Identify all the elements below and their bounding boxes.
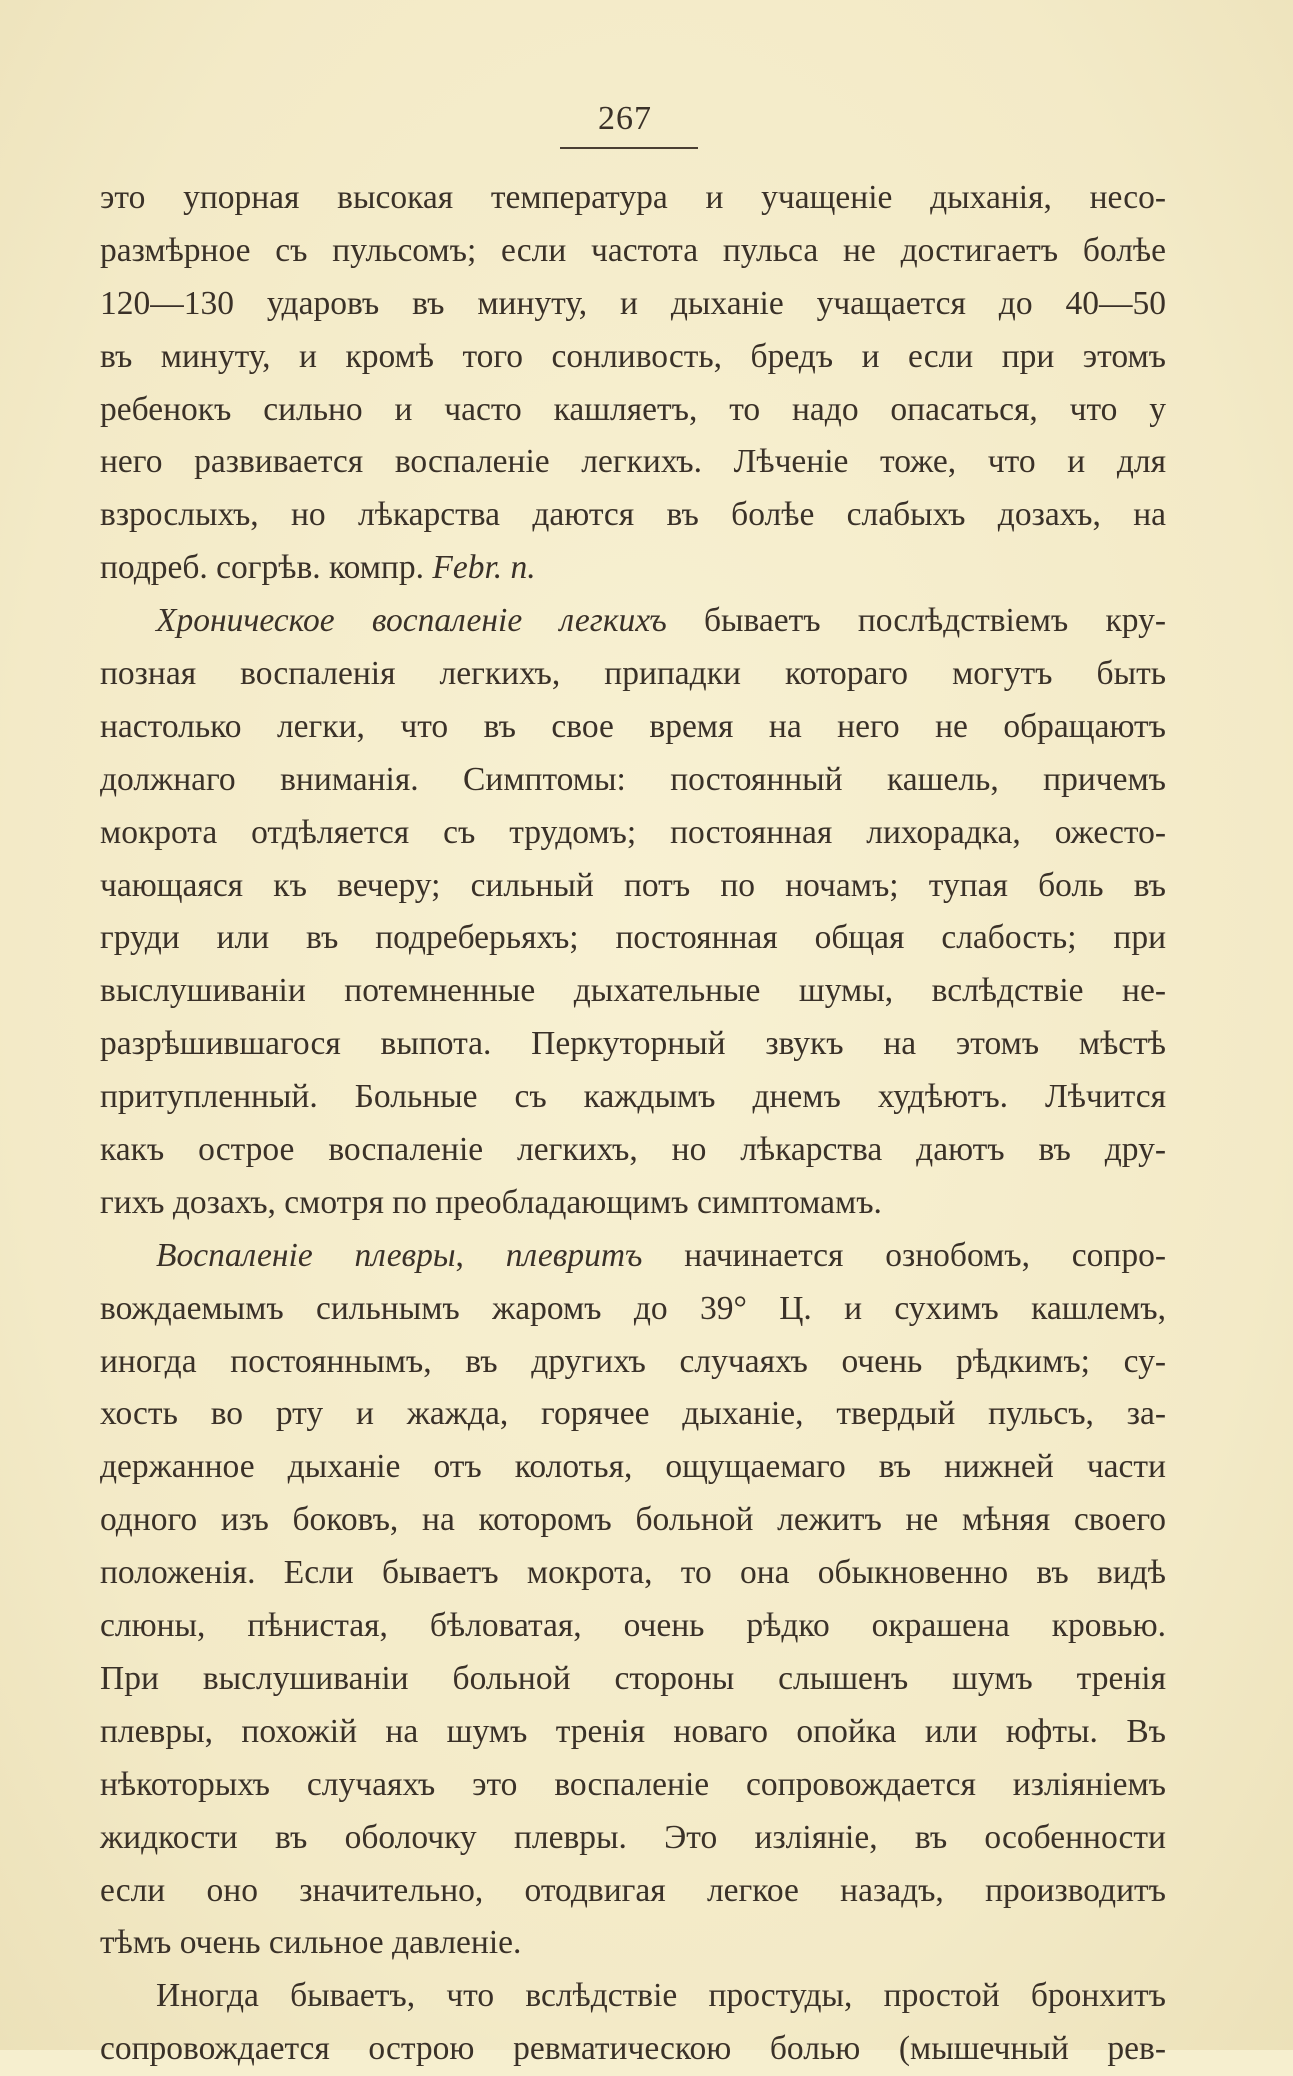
text-line bbox=[100, 1812, 1166, 1865]
text-line bbox=[100, 172, 1166, 225]
text-segment: настолько легки, что въ свое время на него не обращаютъ bbox=[100, 707, 1166, 745]
text-segment: Иногда бываетъ, что вслѣдствіе простуды, простой бронхитъ bbox=[156, 1977, 1166, 2015]
text-line bbox=[100, 1759, 1166, 1812]
text-line bbox=[100, 1230, 1166, 1283]
text-segment: иногда постояннымъ, въ другихъ случаяхъ очень рѣдкимъ; су- bbox=[100, 1342, 1166, 1380]
text-line bbox=[100, 1018, 1166, 1071]
text-line bbox=[100, 701, 1166, 754]
text-line bbox=[100, 807, 1166, 860]
text-line bbox=[100, 648, 1166, 701]
text-line bbox=[100, 754, 1166, 807]
text-segment: груди или въ подреберьяхъ; постоянная общая слабость; при bbox=[100, 919, 1166, 957]
text-line bbox=[100, 1600, 1166, 1653]
text-segment: притупленный. Больные съ каждымъ днемъ худѣютъ. Лѣчится bbox=[100, 1078, 1166, 1116]
text-line bbox=[100, 595, 1166, 648]
text-line bbox=[100, 912, 1166, 965]
text-line bbox=[100, 542, 1166, 595]
text-segment: слюны, пѣнистая, бѣловатая, очень рѣдко окрашена кровью. bbox=[100, 1607, 1166, 1645]
text-segment: выслушиваніи потемненные дыхательные шумы, вслѣдствіе не- bbox=[100, 972, 1166, 1010]
text-segment: жидкости въ оболочку плевры. Это изліяніе, въ особенности bbox=[100, 1818, 1166, 1856]
text-segment: сопровождается острою ревматическою болью (мышечный рев- bbox=[100, 2030, 1166, 2068]
text-line bbox=[100, 1653, 1166, 1706]
text-line bbox=[100, 225, 1166, 278]
text-line bbox=[100, 1706, 1166, 1759]
text-line bbox=[100, 965, 1166, 1018]
text-segment: нѣкоторыхъ случаяхъ это воспаленіе сопровождается изліяніемъ bbox=[100, 1765, 1166, 1803]
text-line bbox=[100, 1970, 1166, 2023]
italic-text: Febr. n. bbox=[432, 549, 536, 587]
text-segment: хость во рту и жажда, горячее дыханіе, твердый пульсъ, за- bbox=[100, 1395, 1166, 1433]
text-line bbox=[100, 1388, 1166, 1441]
text-segment: это упорная высокая температура и учащеніе дыханія, несо- bbox=[100, 179, 1166, 216]
text-line bbox=[100, 1283, 1166, 1336]
text-line bbox=[100, 1547, 1166, 1600]
text-segment: держанное дыханіе отъ колотья, ощущаемаго въ нижней части bbox=[100, 1448, 1166, 1486]
text-line bbox=[100, 1071, 1166, 1124]
text-segment: въ минуту, и кромѣ того сонливость, бредъ и если при этомъ bbox=[100, 337, 1166, 375]
body-text bbox=[100, 172, 1166, 2076]
text-segment: размѣрное съ пульсомъ; если частота пульса не достигаетъ болѣе bbox=[100, 231, 1166, 269]
text-segment: чающаяся къ вечеру; сильный потъ по ночамъ; тупая боль въ bbox=[100, 866, 1166, 904]
text-line bbox=[100, 489, 1166, 542]
text-segment: При выслушиваніи больной стороны слышенъ шумъ тренія bbox=[100, 1659, 1166, 1697]
italic-text: Хроническое воспаленіе легкихъ bbox=[156, 602, 667, 640]
text-segment: плевры, похожій на шумъ тренія новаго опойка или юфты. Въ bbox=[100, 1712, 1166, 1750]
text-segment: , bbox=[455, 1236, 506, 1274]
text-segment: одного изъ боковъ, на которомъ больной лежитъ не мѣняя своего bbox=[100, 1501, 1166, 1539]
text-line bbox=[100, 436, 1166, 489]
text-segment: ребенокъ сильно и часто кашляетъ, то надо опасаться, что у bbox=[100, 390, 1166, 428]
text-segment: гихъ дозахъ, смотря по преобладающимъ симптомамъ. bbox=[100, 1183, 882, 1221]
text-line bbox=[100, 331, 1166, 384]
italic-text: Воспаленіе плевры bbox=[156, 1236, 456, 1274]
text-line bbox=[100, 860, 1166, 913]
text-line bbox=[100, 278, 1166, 331]
text-segment: должнаго вниманія. Симптомы: постоянный кашель, причемъ bbox=[100, 760, 1166, 798]
text-segment: какъ острое воспаленіе легкихъ, но лѣкарства даютъ въ дру- bbox=[100, 1131, 1166, 1169]
page-number: 267 bbox=[598, 100, 652, 137]
text-segment: если оно значительно, отодвигая легкое назадъ, производитъ bbox=[100, 1871, 1166, 1909]
text-line bbox=[100, 384, 1166, 437]
text-segment: 120—130 ударовъ въ минуту, и дыханіе учащается до 40—50 bbox=[100, 284, 1166, 322]
text-segment: тѣмъ очень сильное давленіе. bbox=[100, 1924, 522, 1962]
text-segment: мокрота отдѣляется съ трудомъ; постоянная лихорадка, ожесто- bbox=[100, 813, 1166, 851]
text-segment: него развивается воспаленіе легкихъ. Лѣченіе тоже, что и для bbox=[100, 443, 1166, 481]
text-segment: разрѣшившагося выпота. Перкуторный звукъ на этомъ мѣстѣ bbox=[100, 1025, 1166, 1063]
text-line bbox=[100, 1441, 1166, 1494]
text-line bbox=[100, 1336, 1166, 1389]
text-segment: подреб. согрѣв. компр. bbox=[100, 549, 433, 587]
text-line bbox=[100, 1494, 1166, 1547]
header-rule bbox=[560, 147, 698, 149]
text-segment: позная воспаленія легкихъ, припадки котораго могутъ быть bbox=[100, 655, 1166, 693]
text-segment: начинается ознобомъ, сопро- bbox=[642, 1236, 1166, 1274]
text-line bbox=[100, 1917, 1166, 1970]
text-line bbox=[100, 1177, 1166, 1230]
text-line bbox=[100, 1124, 1166, 1177]
text-segment: бываетъ послѣдствіемъ кру- bbox=[666, 602, 1166, 640]
text-segment: вождаемымъ сильнымъ жаромъ до 39° Ц. и сухимъ кашлемъ, bbox=[100, 1289, 1166, 1327]
italic-text: плевритъ bbox=[505, 1236, 643, 1274]
text-line bbox=[100, 1865, 1166, 1918]
text-segment: положенія. Если бываетъ мокрота, то она обыкновенно въ видѣ bbox=[100, 1554, 1166, 1592]
text-segment: взрослыхъ, но лѣкарства даются въ болѣе слабыхъ дозахъ, на bbox=[100, 496, 1166, 534]
